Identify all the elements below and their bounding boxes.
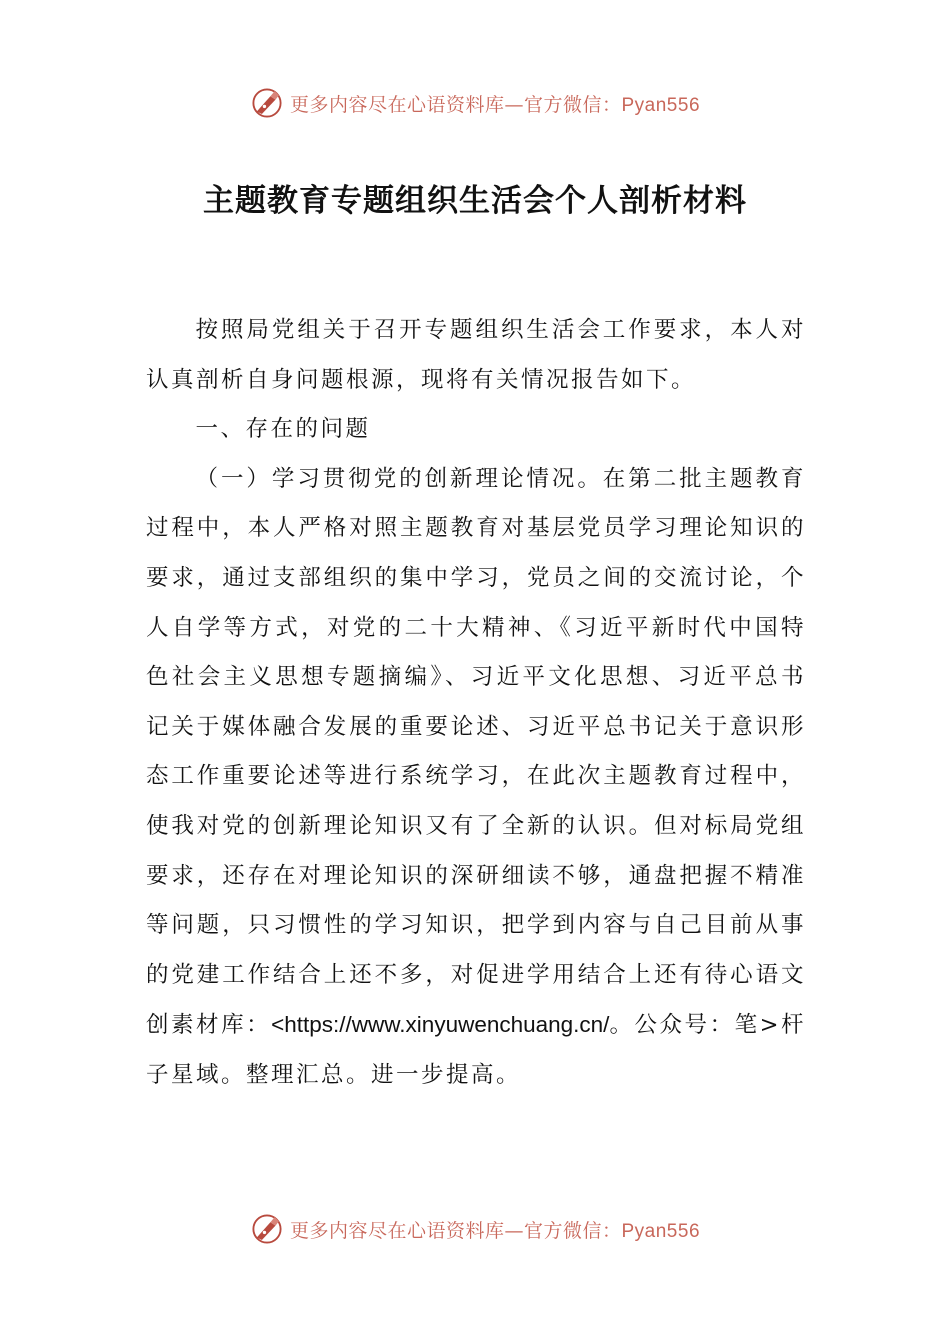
document-title: 主题教育专题组织生活会个人剖析材料 (203, 183, 747, 219)
item-1-paragraph: （一）学习贯彻党的创新理论情况。在第二批主题教育过程中，本人严格对照主题教育对基层党员学习理论知识的要求，通过支部组织的集中学习，党员之间的交流讨论，个人自学等方式，对党的二十大精神、《习近平新时代中国特色社会主义思想专题摘编》、习近平文化思想、习近平总书记关于媒体融合发展的重要论述、习近平总书记关于意识形态工作重要论述等进行系统学习，在此次主题教育过程中，使我对党的创新理论知识又有了全新的认识。但对标局党组要求，还存在对理论知识的深研细读不够，通盘把握不精准等问题，只习惯性的学习知识，把学到内容与自己目前从事的党建工作结合上还不多，对促进学用结合上还有待心语文创素材库：<https://www.xinyuwenchuang.cn/。公众号：笔>杆子星域。整理汇总。进一步提高。 (146, 465, 806, 1088)
footer-banner-text: 更多内容尽在心语资料库—官方微信：Pyan556 (289, 1219, 701, 1242)
source-url: <https://www.xinyuwenchuang.cn/ (271, 1012, 610, 1038)
intro-paragraph: 按照局党组关于召开专题组织生活会工作要求，本人对认真剖析自身问题根源，现将有关情况报告如下。 (146, 317, 806, 393)
header-wechat-id: Pyan556 (621, 94, 701, 116)
section-heading: 一、存在的问题 (195, 416, 371, 443)
pen-nib-logo-icon (250, 1212, 284, 1246)
document-body (146, 306, 806, 1101)
footer-wechat-id: Pyan556 (621, 1220, 701, 1242)
header-banner-text: 更多内容尽在心语资料库—官方微信：Pyan556 (289, 93, 701, 116)
header-banner (0, 83, 950, 123)
footer-banner (0, 1209, 950, 1249)
pen-nib-logo-icon (250, 86, 284, 120)
